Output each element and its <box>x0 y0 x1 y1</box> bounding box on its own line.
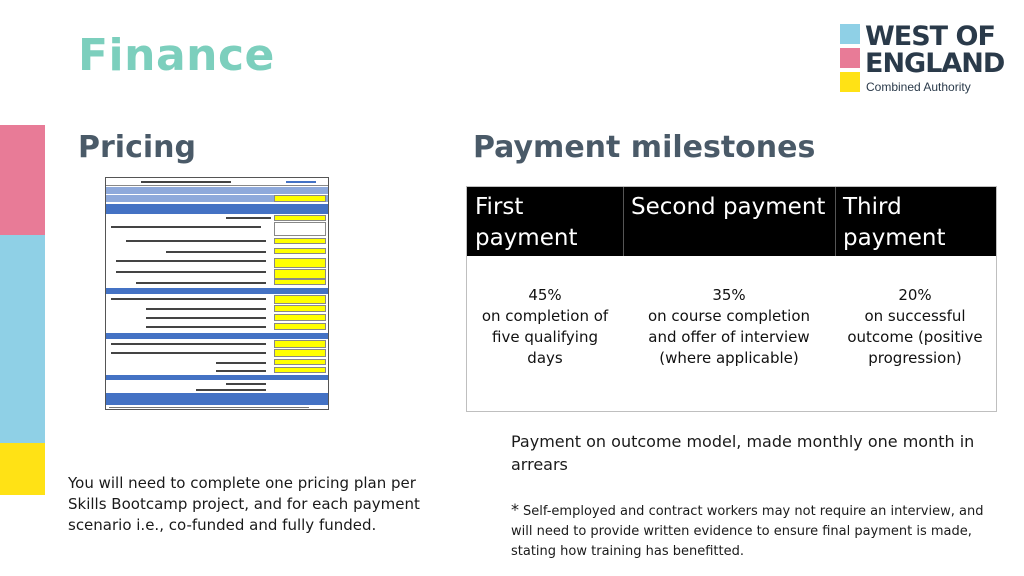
pricing-description: You will need to complete one pricing plan per Skills Bootcamp project, and for each payment scenario i.e., co-funded and fully funded. <box>68 474 420 534</box>
logo-text-line2: ENGLAND <box>865 48 1005 79</box>
first-payment-percent: 45% <box>528 286 562 304</box>
logo-text-line1: WEST OF <box>865 21 995 52</box>
milestones-heading: Payment milestones <box>473 130 816 165</box>
footnote-text: Self-employed and contract workers may not require an interview, and will need to provide written evidence to ensure final payment is made, stating how training has benefitted. <box>511 504 984 559</box>
footnote <box>511 500 991 562</box>
pricing-heading: Pricing <box>78 130 196 165</box>
third-payment-detail: on successful outcome (positive progression) <box>847 307 983 367</box>
second-payment-detail: on course completion and offer of interview (where applicable) <box>647 307 811 367</box>
logo-square-yellow <box>840 72 860 92</box>
header-second-payment: Second payment <box>631 194 826 220</box>
accent-bar-yellow <box>0 443 45 495</box>
header-third-payment: Third payment <box>843 194 946 251</box>
page-title: Finance <box>78 30 275 81</box>
organisation-logo <box>840 21 1010 99</box>
logo-text-line3: Combined Authority <box>866 80 971 94</box>
second-payment-percent: 35% <box>712 286 746 304</box>
footnote-mark: * <box>511 500 519 519</box>
pricing-plan-image <box>105 177 329 410</box>
first-payment-detail: on completion of five qualifying days <box>481 307 609 367</box>
logo-square-blue <box>840 24 860 44</box>
accent-bar-pink <box>0 125 45 235</box>
payment-model-note: Payment on outcome model, made monthly one month in arrears <box>511 432 975 474</box>
header-first-payment: First payment <box>475 194 578 251</box>
first-payment-cell <box>473 285 617 369</box>
accent-bar-blue <box>0 235 45 443</box>
second-payment-cell <box>637 285 821 369</box>
logo-square-pink <box>840 48 860 68</box>
third-payment-percent: 20% <box>898 286 932 304</box>
milestones-table <box>466 186 997 412</box>
third-payment-cell <box>841 285 989 369</box>
